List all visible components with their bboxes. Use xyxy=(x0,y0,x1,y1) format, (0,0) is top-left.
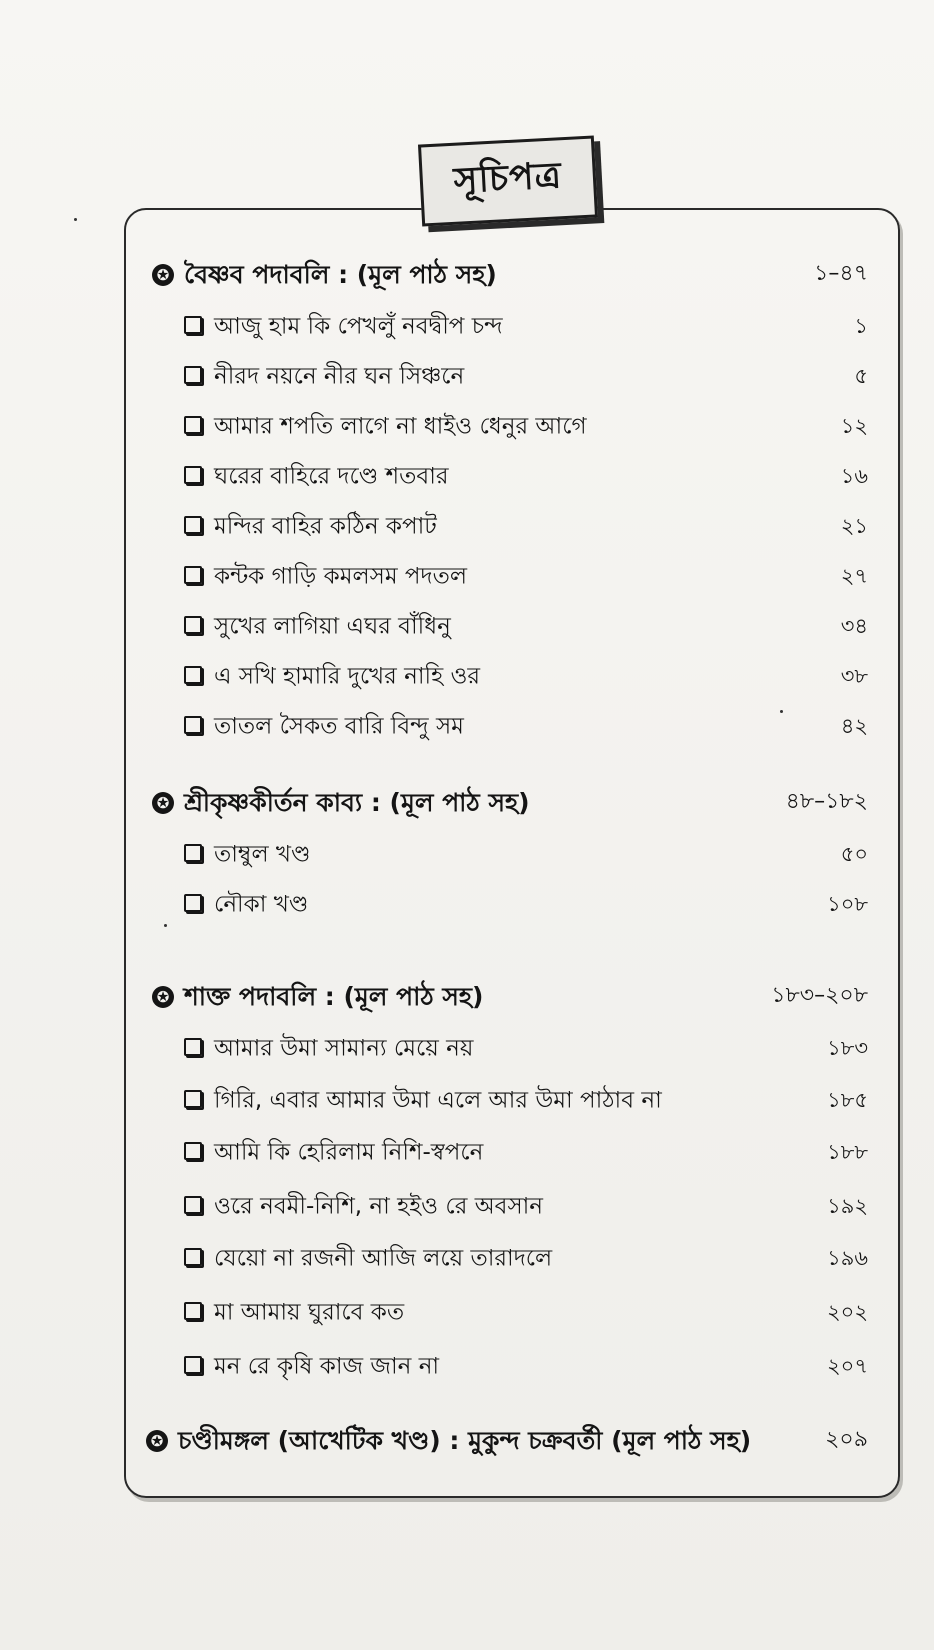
section-heading-srikrishnakirtan[interactable] xyxy=(0,782,934,822)
toc-item[interactable] xyxy=(0,834,934,874)
toc-item-title: মা আমায় ঘুরাবে কত xyxy=(214,1299,405,1326)
toc-item-page: ২০২ xyxy=(827,1300,868,1324)
section-page-range: ৪৮–১৮২ xyxy=(785,789,868,814)
toc-item-title: আজু হাম কি পেখলুঁ নবদ্বীপ চন্দ xyxy=(214,313,503,340)
toc-item[interactable] xyxy=(0,884,934,924)
paper-speck xyxy=(74,218,77,221)
toc-item[interactable] xyxy=(0,606,934,646)
toc-item-title: গিরি, এবার আমার উমা এলে আর উমা পাঠাব না xyxy=(214,1087,662,1114)
toc-item-page: ২৭ xyxy=(840,564,868,588)
toc-item-page: ৫ xyxy=(854,364,868,388)
toc-item-title: যেয়ো না রজনী আজি লয়ে তারাদলে xyxy=(214,1245,553,1272)
toc-item[interactable] xyxy=(0,1292,934,1332)
toc-item[interactable] xyxy=(0,656,934,696)
checkbox-bullet-icon xyxy=(184,1038,202,1056)
section-title: চণ্ডীমঙ্গল (আখেটিক খণ্ড) : মুকুন্দ চক্রবর্তী (মূল পাঠ সহ) xyxy=(178,1426,752,1455)
toc-heading: সূচিপত্র xyxy=(452,154,564,202)
section-heading-chandimangal[interactable] xyxy=(0,1420,934,1460)
toc-item[interactable] xyxy=(0,306,934,346)
toc-item-title: ঘরের বাহিরে দণ্ডে শতবার xyxy=(214,463,449,490)
toc-item[interactable] xyxy=(0,1132,934,1172)
toc-item-page: ২০৭ xyxy=(827,1354,868,1378)
toc-item-page: ১৮৩ xyxy=(827,1036,868,1060)
checkbox-bullet-icon xyxy=(184,366,202,384)
toc-item-title: তাম্বুল খণ্ড xyxy=(214,841,311,868)
toc-item-page: ১৮৮ xyxy=(827,1140,868,1164)
toc-item[interactable] xyxy=(0,406,934,446)
toc-item[interactable] xyxy=(0,1080,934,1120)
toc-item-title: এ সখি হামারি দুখের নাহি ওর xyxy=(214,663,481,690)
toc-item[interactable] xyxy=(0,1346,934,1386)
checkbox-bullet-icon xyxy=(184,316,202,334)
checkbox-bullet-icon xyxy=(184,1090,202,1108)
toc-item-page: ১৮৫ xyxy=(827,1088,868,1112)
checkbox-bullet-icon xyxy=(184,466,202,484)
checkbox-bullet-icon xyxy=(184,416,202,434)
star-bullet-icon: ✪ xyxy=(152,792,174,814)
checkbox-bullet-icon xyxy=(184,616,202,634)
checkbox-bullet-icon xyxy=(184,1196,202,1214)
toc-item-title: ওরে নবমী-নিশি, না হইও রে অবসান xyxy=(214,1193,544,1220)
toc-item[interactable] xyxy=(0,1238,934,1278)
paper-speck xyxy=(164,924,167,927)
section-heading-vaishnava[interactable] xyxy=(0,254,934,294)
checkbox-bullet-icon xyxy=(184,1142,202,1160)
toc-item-title: তাতল সৈকত বারি বিন্দু সম xyxy=(214,713,464,740)
toc-item-page: ৫০ xyxy=(840,842,868,866)
toc-item-title: আমার উমা সামান্য মেয়ে নয় xyxy=(214,1035,474,1062)
section-heading-shakta[interactable] xyxy=(0,976,934,1016)
toc-item[interactable] xyxy=(0,706,934,746)
toc-item-title: আমার শপতি লাগে না ধাইও ধেনুর আগে xyxy=(214,413,587,440)
checkbox-bullet-icon xyxy=(184,666,202,684)
toc-item-page: ১ xyxy=(854,314,868,338)
star-bullet-icon: ✪ xyxy=(152,986,174,1008)
toc-item-title: নৌকা খণ্ড xyxy=(214,891,309,918)
toc-item-page: ১৯৬ xyxy=(827,1246,868,1270)
checkbox-bullet-icon xyxy=(184,566,202,584)
toc-heading-box xyxy=(418,135,598,226)
toc-item-page: ১০৮ xyxy=(827,892,868,916)
checkbox-bullet-icon xyxy=(184,1248,202,1266)
toc-item-page: ১৬ xyxy=(840,464,868,488)
section-title: শাক্ত পদাবলি : (মূল পাঠ সহ) xyxy=(184,982,484,1011)
star-bullet-icon: ✪ xyxy=(152,264,174,286)
section-page-range: ১–৪৭ xyxy=(814,261,868,286)
checkbox-bullet-icon xyxy=(184,844,202,862)
section-title: বৈষ্ণব পদাবলি : (মূল পাঠ সহ) xyxy=(184,260,497,289)
toc-item-page: ৩৪ xyxy=(840,614,868,638)
toc-item-page: ১২ xyxy=(840,414,868,438)
checkbox-bullet-icon xyxy=(184,894,202,912)
toc-item[interactable] xyxy=(0,456,934,496)
checkbox-bullet-icon xyxy=(184,716,202,734)
toc-item-page: ১৯২ xyxy=(827,1194,868,1218)
checkbox-bullet-icon xyxy=(184,1356,202,1374)
toc-item-page: ২১ xyxy=(840,514,868,538)
toc-item-title: সুখের লাগিয়া এঘর বাঁধিনু xyxy=(214,613,451,640)
toc-item[interactable] xyxy=(0,356,934,396)
section-page-range: ২০৯ xyxy=(825,1427,868,1452)
checkbox-bullet-icon xyxy=(184,516,202,534)
toc-item[interactable] xyxy=(0,1186,934,1226)
section-title: শ্রীকৃষ্ণকীর্তন কাব্য : (মূল পাঠ সহ) xyxy=(184,788,530,817)
star-bullet-icon: ✪ xyxy=(146,1430,168,1452)
toc-item-title: মন্দির বাহির কঠিন কপাট xyxy=(214,513,437,540)
toc-item[interactable] xyxy=(0,556,934,596)
toc-item-title: আমি কি হেরিলাম নিশি-স্বপনে xyxy=(214,1139,484,1166)
toc-item-page: ৩৮ xyxy=(840,664,868,688)
toc-item-page: ৪২ xyxy=(840,714,868,738)
toc-item-title: কন্টক গাড়ি কমলসম পদতল xyxy=(214,563,468,590)
toc-item[interactable] xyxy=(0,1028,934,1068)
toc-item-title: মন রে কৃষি কাজ জান না xyxy=(214,1353,440,1380)
checkbox-bullet-icon xyxy=(184,1302,202,1320)
paper-speck xyxy=(780,710,783,713)
toc-item-title: নীরদ নয়নে নীর ঘন সিঞ্চনে xyxy=(214,363,465,390)
toc-item[interactable] xyxy=(0,506,934,546)
section-page-range: ১৮৩–২০৮ xyxy=(771,983,868,1008)
